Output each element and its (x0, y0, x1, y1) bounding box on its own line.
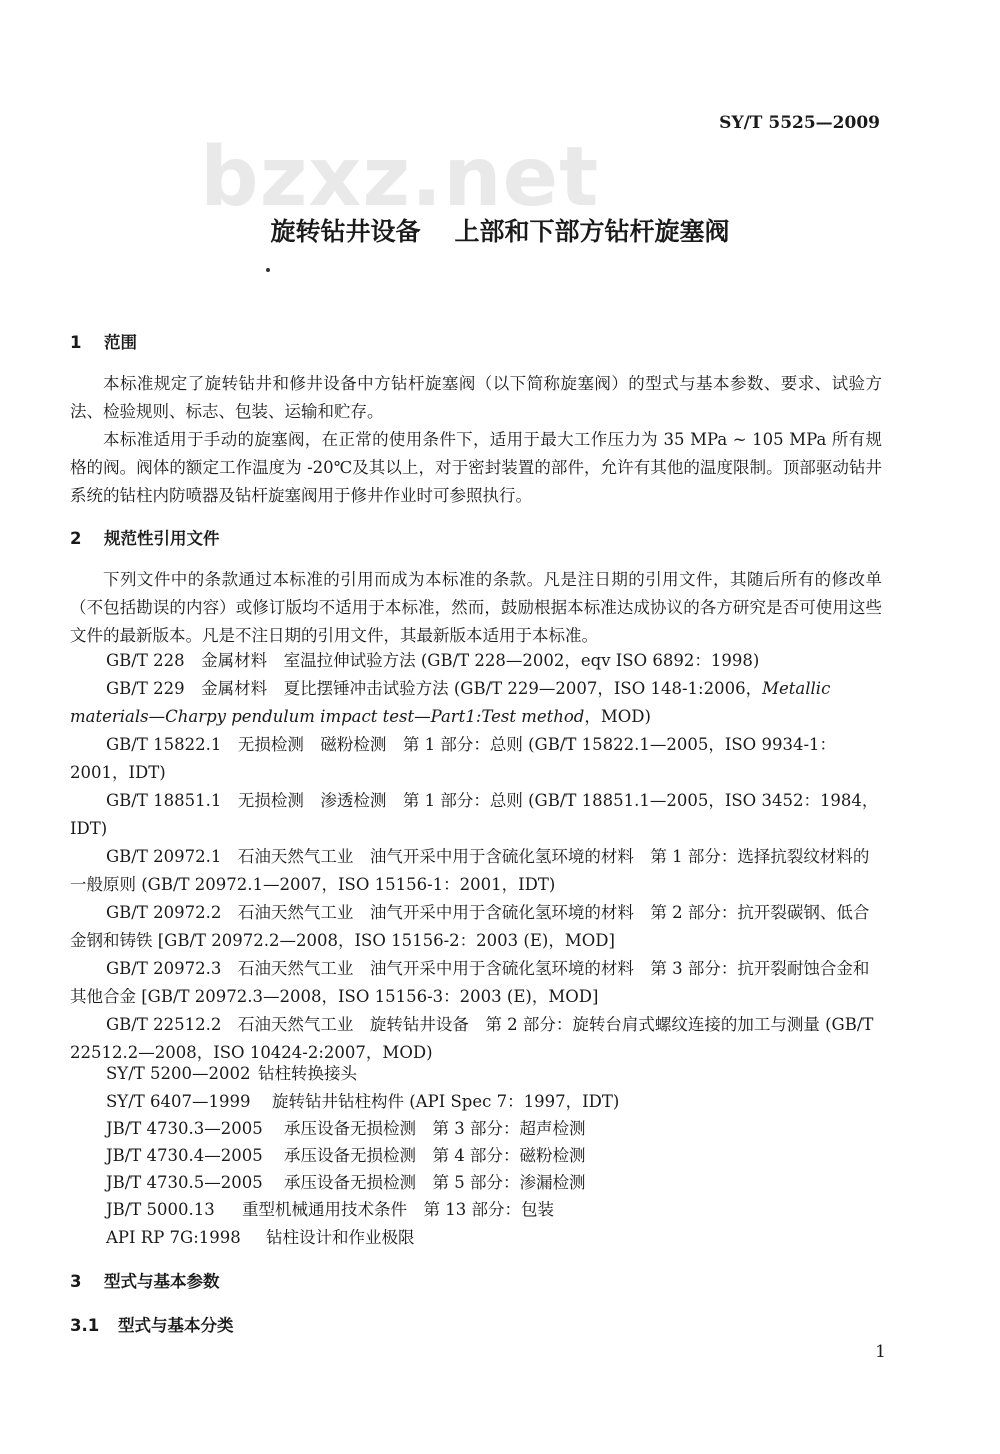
section-3-1-heading (70, 1312, 234, 1336)
section-number: 2 (70, 529, 82, 548)
paragraph: 本标准适用于手动的旋塞阀，在正常的使用条件下，适用于最大工作压力为 35 MPa ~ 105 MPa 所有规格的阀。阀体的额定工作温度为 -20℃及其以上，对于密封装置的部件，允许有其他的温度限制。顶部驱动钻井系统的钻柱内防喷器及钻杆旋塞阀用于修井作业时可参照执行。 (70, 430, 882, 505)
reference-item: GB/T 20972.3 石油天然气工业 油气开采中用于含硫化氢环境的材料 第 3 部分：抗开裂耐蚀合金和其他合金 [GB/T 20972.3—2008，ISO 15156-3：2003 (E)，MOD] (70, 959, 870, 1006)
reference-item: SY/T 6407—1999 旋转钻井钻柱构件 (API Spec 7：1997，IDT) (106, 1092, 620, 1111)
standard-code: SY/T 5525—2009 (719, 113, 880, 133)
section-number: 3.1 (70, 1316, 100, 1335)
section-title: 型式与基本分类 (118, 1316, 234, 1335)
paragraph: 本标准规定了旋转钻井和修井设备中方钻杆旋塞阀（以下简称旋塞阀）的型式与基本参数、要求、试验方法、检验规则、标志、包装、运输和贮存。 (70, 374, 882, 421)
section-number: 1 (70, 333, 82, 352)
reference-item: GB/T 22512.2 石油天然气工业 旋转钻井设备 第 2 部分：旋转台肩式螺纹连接的加工与测量 (GB/T 22512.2—2008，ISO 10424-2:2007，MOD) (70, 1015, 874, 1062)
reference-item: JB/T 5000.13 重型机械通用技术条件 第 13 部分：包装 (106, 1200, 554, 1219)
reference-item: JB/T 4730.5—2005 承压设备无损检测 第 5 部分：渗漏检测 (106, 1173, 586, 1192)
section-1-body (70, 370, 882, 510)
reference-italic-title: Metallic materials—Charpy pendulum impact test—Part1:Test method (70, 679, 831, 726)
dot-mark (266, 268, 270, 272)
section-3-heading (70, 1268, 220, 1292)
title-part-1: 旋转钻井设备 (270, 217, 421, 246)
reference-list (70, 647, 882, 1067)
reference-item (70, 675, 882, 731)
reference-item: GB/T 18851.1 无损检测 渗透检测 第 1 部分：总则 (GB/T 18851.1—2005，ISO 3452：1984，IDT) (70, 791, 879, 838)
section-2-intro (70, 566, 882, 650)
reference-text: GB/T 229 金属材料 夏比摆锤冲击试验方法 (GB/T 229—2007，ISO 148-1:2006， (106, 679, 763, 698)
reference-item: JB/T 4730.3—2005 承压设备无损检测 第 3 部分：超声检测 (106, 1119, 586, 1138)
title-part-2: 上部和下部方钻杆旋塞阀 (454, 217, 730, 246)
section-title: 规范性引用文件 (104, 529, 220, 548)
reference-item: GB/T 228 金属材料 室温拉伸试验方法 (GB/T 228—2002，eqv ISO 6892：1998) (106, 651, 760, 670)
reference-item: GB/T 20972.1 石油天然气工业 油气开采中用于含硫化氢环境的材料 第 1 部分：选择抗裂纹材料的一般原则 (GB/T 20972.1—2007，ISO 15156-1：2001，IDT) (70, 847, 870, 894)
section-1-heading (70, 329, 137, 353)
reference-item: JB/T 4730.4—2005 承压设备无损检测 第 4 部分：磁粉检测 (106, 1146, 586, 1165)
section-number: 3 (70, 1272, 82, 1291)
reference-item: API RP 7G:1998 钻柱设计和作业极限 (106, 1228, 415, 1247)
section-title: 范围 (104, 333, 137, 352)
reference-item: SY/T 5200—2002 钻柱转换接头 (106, 1064, 357, 1083)
watermark: bzxz.net (200, 130, 600, 225)
section-title: 型式与基本参数 (104, 1272, 220, 1291)
reference-item: GB/T 20972.2 石油天然气工业 油气开采中用于含硫化氢环境的材料 第 2 部分：抗开裂碳钢、低合金钢和铸铁 [GB/T 20972.2—2008，ISO 15156-2：2003 (E)，MOD] (70, 903, 870, 950)
document-title (0, 212, 1000, 248)
paragraph: 下列文件中的条款通过本标准的引用而成为本标准的条款。凡是注日期的引用文件，其随后所有的修改单（不包括勘误的内容）或修订版均不适用于本标准，然而，鼓励根据本标准达成协议的各方研究是否可使用这些文件的最新版本。凡是不注日期的引用文件，其最新版本适用于本标准。 (70, 570, 882, 645)
reference-item: GB/T 15822.1 无损检测 磁粉检测 第 1 部分：总则 (GB/T 15822.1—2005，ISO 9934-1：2001，IDT) (70, 735, 837, 782)
reference-text: ，MOD) (584, 707, 651, 726)
section-2-heading (70, 525, 220, 549)
page-number: 1 (875, 1342, 886, 1362)
